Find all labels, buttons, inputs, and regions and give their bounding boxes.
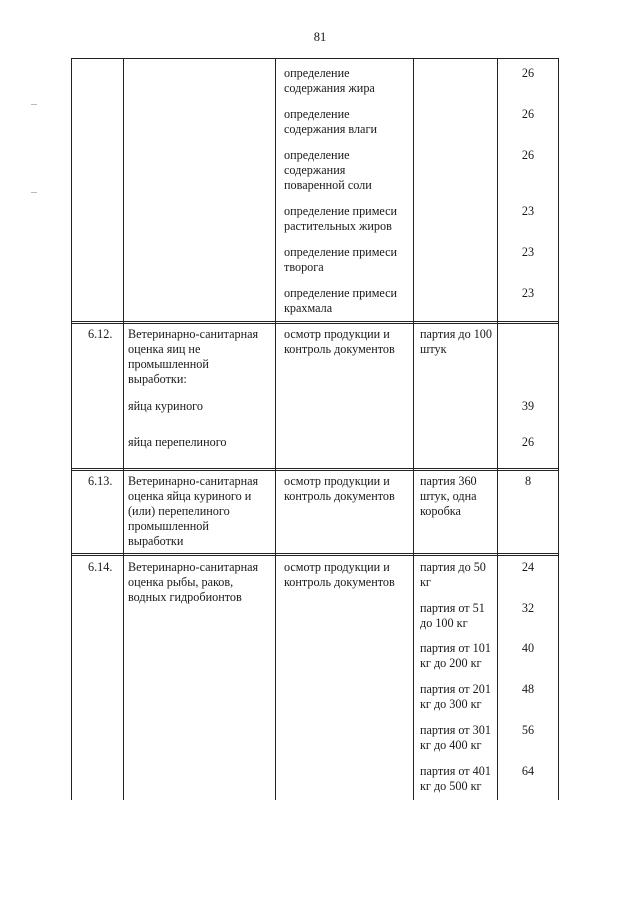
rule-6-12-top-2 (71, 323, 559, 324)
rule-6-14-top-2 (71, 555, 559, 556)
rule-top (71, 58, 559, 59)
value-cell: 26 (521, 435, 535, 449)
procedure: определение примеси растительных жиров (284, 204, 398, 233)
col-border-3 (413, 58, 414, 800)
value-cell: 26 (521, 66, 535, 80)
procedure: определение примеси творога (284, 245, 398, 274)
procedure: осмотр продукции и контроль документов (284, 327, 395, 356)
rule-6-13-top (71, 468, 559, 469)
value-cell: 64 (521, 764, 535, 778)
row-number: 6.12. (88, 327, 113, 341)
lot-unit: партия от 401 кг до 500 кг (420, 764, 491, 793)
item-name: Ветеринарно-санитарная оценка рыбы, раков, водных гидробионтов (128, 560, 259, 604)
value-cell: 26 (521, 148, 535, 162)
lot-unit: партия до 50 кг (420, 560, 486, 589)
procedure: определение содержания поваренной соли (284, 148, 372, 192)
rule-6-14-top (71, 553, 559, 554)
value-cell: 32 (521, 601, 535, 615)
row-number: 6.14. (88, 560, 113, 574)
value-cell: 23 (521, 245, 535, 259)
value-cell: 26 (521, 107, 535, 121)
col-border-1 (123, 58, 124, 800)
col-border-left (71, 58, 72, 800)
value-cell: 24 (521, 560, 535, 574)
value-cell: 8 (524, 474, 532, 488)
procedure: осмотр продукции и контроль документов (284, 474, 395, 503)
value-cell: 56 (521, 723, 535, 737)
row-number: 6.13. (88, 474, 113, 488)
margin-mark (31, 192, 37, 193)
lot-unit: партия от 301 кг до 400 кг (420, 723, 491, 752)
procedure: определение примеси крахмала (284, 286, 398, 315)
procedure: определение содержания жира (284, 66, 375, 95)
item-name: Ветеринарно-санитарная оценка яиц не промышленной выработки: (128, 327, 259, 386)
lot-unit: партия от 51 до 100 кг (420, 601, 485, 630)
sub-item-name: яйца перепелиного (128, 435, 227, 449)
value-cell: 23 (521, 286, 535, 300)
value-cell: 23 (521, 204, 535, 218)
value-cell: 40 (521, 641, 535, 655)
rule-6-13-top-2 (71, 470, 559, 471)
lot-unit: партия от 101 кг до 200 кг (420, 641, 491, 670)
value-cell: 48 (521, 682, 535, 696)
procedure: определение содержания влаги (284, 107, 377, 136)
procedure: осмотр продукции и контроль документов (284, 560, 395, 589)
margin-mark (31, 104, 37, 105)
page-number: 81 (313, 30, 327, 44)
unit: партия до 100 штук (420, 327, 492, 356)
item-name: Ветеринарно-санитарная оценка яйца куриного и (или) перепелиного промышленной выработки (128, 474, 259, 548)
col-border-2 (275, 58, 276, 800)
rule-6-12-top (71, 321, 559, 322)
lot-unit: партия от 201 кг до 300 кг (420, 682, 491, 711)
unit: партия 360 штук, одна коробка (420, 474, 477, 518)
sub-item-name: яйца куриного (128, 399, 203, 413)
value-cell: 39 (521, 399, 535, 413)
